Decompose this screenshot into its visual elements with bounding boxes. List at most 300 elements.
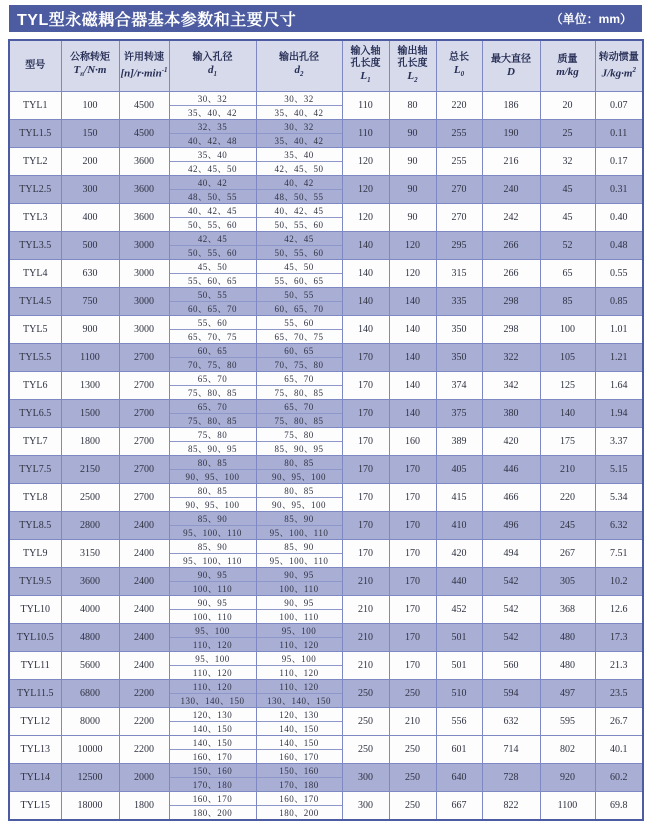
cell-L0: 389 [436, 427, 482, 455]
cell-model: TYL11 [9, 651, 61, 679]
cell-L2: 170 [389, 483, 436, 511]
cell-inertia: 40.1 [595, 735, 643, 763]
cell-speed: 2700 [119, 371, 169, 399]
d2-options-bottom: 50、55、60 [274, 219, 324, 230]
d1-options-top: 90、95 [170, 596, 256, 610]
cell-inertia: 0.55 [595, 259, 643, 287]
cell-torque: 2150 [61, 455, 119, 483]
d2-options-bottom: 170、180 [279, 779, 319, 790]
cell-model: TYL4.5 [9, 287, 61, 315]
cell-d1 [169, 91, 256, 119]
header-label: 输出轴 [397, 45, 428, 57]
cell-L1: 300 [342, 763, 389, 791]
cell-L2: 120 [389, 231, 436, 259]
cell-inertia: 0.17 [595, 147, 643, 175]
cell-inertia: 7.51 [595, 539, 643, 567]
cell-model: TYL6.5 [9, 399, 61, 427]
header-cell-model [9, 40, 61, 91]
cell-D: 266 [482, 259, 540, 287]
cell-model: TYL4 [9, 259, 61, 287]
cell-d1 [169, 763, 256, 791]
d1-options-bottom: 75、80、85 [187, 387, 237, 398]
cell-D: 342 [482, 371, 540, 399]
header-cell-inertia [595, 40, 643, 91]
cell-d2 [256, 287, 342, 315]
cell-L2: 250 [389, 791, 436, 820]
cell-D: 714 [482, 735, 540, 763]
header-label: 输入孔径 [192, 51, 233, 63]
cell-inertia: 3.37 [595, 427, 643, 455]
cell-mass: 497 [540, 679, 595, 707]
cell-model: TYL13 [9, 735, 61, 763]
cell-model: TYL1 [9, 91, 61, 119]
cell-L0: 270 [436, 175, 482, 203]
cell-L1: 110 [342, 91, 389, 119]
cell-L2: 170 [389, 623, 436, 651]
header-label: 质量 [557, 53, 578, 65]
cell-L1: 120 [342, 175, 389, 203]
cell-d2 [256, 91, 342, 119]
d1-options-bottom: 85、90、95 [187, 443, 237, 454]
page-title-bar [9, 5, 642, 32]
cell-D: 298 [482, 315, 540, 343]
d1-options-bottom: 35、40、42 [187, 107, 237, 118]
cell-mass: 920 [540, 763, 595, 791]
cell-d2 [256, 455, 342, 483]
cell-model: TYL9.5 [9, 567, 61, 595]
cell-mass: 267 [540, 539, 595, 567]
cell-torque: 150 [61, 119, 119, 147]
d2-options-bottom: 160、170 [279, 751, 319, 762]
cell-d1 [169, 483, 256, 511]
cell-L1: 210 [342, 623, 389, 651]
table-row [9, 427, 643, 455]
header-label: 许用转速 [124, 51, 164, 63]
cell-L1: 110 [342, 119, 389, 147]
cell-d1 [169, 175, 256, 203]
d2-options-bottom: 110、120 [279, 639, 319, 650]
d1-options-top: 85、90 [170, 540, 256, 554]
cell-L0: 420 [436, 539, 482, 567]
d1-options-bottom: 100、110 [192, 583, 233, 594]
header-label: 输入轴 [350, 45, 381, 57]
table-row [9, 119, 643, 147]
cell-L2: 140 [389, 399, 436, 427]
d1-options-bottom: 42、45、50 [187, 163, 237, 174]
cell-d1 [169, 203, 256, 231]
cell-L2: 170 [389, 511, 436, 539]
cell-L0: 350 [436, 343, 482, 371]
table-row [9, 707, 643, 735]
table-row [9, 91, 643, 119]
d2-options-bottom: 35、40、42 [274, 107, 324, 118]
cell-model: TYL2 [9, 147, 61, 175]
d1-options-top: 75、80 [170, 428, 256, 442]
header-label: 输出孔径 [279, 51, 319, 63]
table-row [9, 483, 643, 511]
cell-mass: 65 [540, 259, 595, 287]
cell-speed: 2000 [119, 763, 169, 791]
d1-options-top: 42、45 [170, 232, 256, 246]
header-cell-speed [119, 40, 169, 91]
cell-L2: 250 [389, 679, 436, 707]
cell-d2 [256, 539, 342, 567]
table-row [9, 567, 643, 595]
cell-d2 [256, 119, 342, 147]
cell-L0: 410 [436, 511, 482, 539]
cell-L0: 452 [436, 595, 482, 623]
header-symbol: $L_1$ [360, 69, 371, 84]
table-row [9, 315, 643, 343]
table-row [9, 399, 643, 427]
cell-L0: 315 [436, 259, 482, 287]
cell-d1 [169, 371, 256, 399]
cell-inertia: 10.2 [595, 567, 643, 595]
d2-options-bottom: 90、95、100 [271, 471, 326, 482]
cell-mass: 32 [540, 147, 595, 175]
cell-L1: 250 [342, 735, 389, 763]
d1-options-top: 95、100 [170, 624, 256, 638]
cell-L1: 140 [342, 259, 389, 287]
cell-model: TYL3.5 [9, 231, 61, 259]
table-row [9, 175, 643, 203]
cell-D: 728 [482, 763, 540, 791]
cell-L0: 510 [436, 679, 482, 707]
cell-mass: 105 [540, 343, 595, 371]
cell-torque: 1300 [61, 371, 119, 399]
cell-d2 [256, 427, 342, 455]
d2-options-top: 120、130 [257, 708, 342, 722]
d1-options-bottom: 40、42、48 [187, 135, 237, 146]
cell-L1: 170 [342, 539, 389, 567]
d1-options-top: 110、120 [170, 680, 256, 694]
cell-mass: 45 [540, 203, 595, 231]
cell-speed: 2400 [119, 651, 169, 679]
cell-L2: 250 [389, 735, 436, 763]
cell-D: 240 [482, 175, 540, 203]
cell-L2: 90 [389, 203, 436, 231]
cell-mass: 140 [540, 399, 595, 427]
d2-options-top: 110、120 [257, 680, 342, 694]
d1-options-bottom: 95、100、110 [183, 527, 242, 538]
cell-d2 [256, 203, 342, 231]
d1-options-bottom: 48、50、55 [187, 191, 237, 202]
cell-D: 466 [482, 483, 540, 511]
d2-options-top: 65、70 [257, 372, 342, 386]
d2-options-top: 30、32 [257, 120, 342, 134]
cell-L0: 270 [436, 203, 482, 231]
cell-L1: 170 [342, 455, 389, 483]
cell-mass: 595 [540, 707, 595, 735]
d2-options-top: 90、95 [257, 596, 342, 610]
cell-speed: 3000 [119, 287, 169, 315]
cell-D: 322 [482, 343, 540, 371]
header-symbol: m/kg [556, 65, 579, 78]
cell-torque: 1500 [61, 399, 119, 427]
d1-options-top: 45、50 [170, 260, 256, 274]
page-title: TYL型永磁耦合器基本参数和主要尺寸 [17, 12, 297, 29]
d2-options-bottom: 75、80、85 [274, 415, 324, 426]
d2-options-bottom: 85、90、95 [274, 443, 324, 454]
d1-options-top: 40、42、45 [170, 204, 256, 218]
cell-mass: 125 [540, 371, 595, 399]
cell-speed: 2700 [119, 455, 169, 483]
cell-mass: 25 [540, 119, 595, 147]
table-row [9, 763, 643, 791]
header-cell-L0 [436, 40, 482, 91]
header-cell-d1 [169, 40, 256, 91]
cell-L0: 255 [436, 119, 482, 147]
d2-options-bottom: 100、110 [279, 583, 319, 594]
cell-d1 [169, 231, 256, 259]
cell-d1 [169, 651, 256, 679]
cell-L2: 140 [389, 371, 436, 399]
cell-d2 [256, 343, 342, 371]
cell-speed: 3000 [119, 259, 169, 287]
cell-L2: 120 [389, 259, 436, 287]
cell-model: TYL9 [9, 539, 61, 567]
cell-inertia: 23.5 [595, 679, 643, 707]
d1-options-bottom: 170、180 [192, 779, 233, 790]
d1-options-top: 35、40 [170, 148, 256, 162]
cell-speed: 2400 [119, 511, 169, 539]
cell-mass: 220 [540, 483, 595, 511]
cell-inertia: 26.7 [595, 707, 643, 735]
cell-L2: 140 [389, 287, 436, 315]
header-cell-mass [540, 40, 595, 91]
cell-d1 [169, 707, 256, 735]
cell-d1 [169, 287, 256, 315]
cell-model: TYL7 [9, 427, 61, 455]
cell-mass: 45 [540, 175, 595, 203]
cell-torque: 4000 [61, 595, 119, 623]
d2-options-top: 65、70 [257, 400, 342, 414]
cell-d2 [256, 511, 342, 539]
cell-d2 [256, 371, 342, 399]
header-cell-d2 [256, 40, 342, 91]
d2-options-top: 80、85 [257, 484, 342, 498]
cell-d2 [256, 623, 342, 651]
cell-D: 216 [482, 147, 540, 175]
cell-D: 496 [482, 511, 540, 539]
cell-torque: 8000 [61, 707, 119, 735]
cell-model: TYL5.5 [9, 343, 61, 371]
cell-inertia: 17.3 [595, 623, 643, 651]
cell-torque: 750 [61, 287, 119, 315]
cell-D: 186 [482, 91, 540, 119]
cell-speed: 2400 [119, 595, 169, 623]
d1-options-bottom: 110、120 [192, 639, 233, 650]
cell-L1: 210 [342, 567, 389, 595]
d1-options-top: 80、85 [170, 484, 256, 498]
d2-options-top: 140、150 [257, 736, 342, 750]
cell-speed: 3600 [119, 175, 169, 203]
cell-L2: 210 [389, 707, 436, 735]
cell-L2: 140 [389, 343, 436, 371]
cell-inertia: 1.94 [595, 399, 643, 427]
d1-options-top: 65、70 [170, 372, 256, 386]
cell-L2: 170 [389, 651, 436, 679]
d2-options-top: 80、85 [257, 456, 342, 470]
d1-options-top: 150、160 [170, 764, 256, 778]
cell-d2 [256, 791, 342, 820]
d2-options-top: 45、50 [257, 260, 342, 274]
cell-torque: 18000 [61, 791, 119, 820]
d1-options-bottom: 130、140、150 [180, 695, 245, 706]
cell-d2 [256, 567, 342, 595]
cell-model: TYL6 [9, 371, 61, 399]
d2-options-top: 42、45 [257, 232, 342, 246]
cell-L2: 170 [389, 567, 436, 595]
cell-L0: 601 [436, 735, 482, 763]
d2-options-bottom: 48、50、55 [274, 191, 324, 202]
d2-options-top: 40、42、45 [257, 204, 342, 218]
d2-options-top: 85、90 [257, 540, 342, 554]
d1-options-top: 80、85 [170, 456, 256, 470]
d2-options-bottom: 90、95、100 [271, 499, 326, 510]
table-row [9, 287, 643, 315]
header-label: 孔长度 [397, 57, 428, 69]
d2-options-bottom: 100、110 [279, 611, 319, 622]
d2-options-top: 90、95 [257, 568, 342, 582]
d1-options-bottom: 90、95、100 [185, 499, 240, 510]
cell-mass: 802 [540, 735, 595, 763]
unit-label: （单位：mm） [550, 12, 632, 26]
d1-options-top: 32、35 [170, 120, 256, 134]
cell-speed: 3600 [119, 147, 169, 175]
cell-L2: 140 [389, 315, 436, 343]
d2-options-bottom: 42、45、50 [274, 163, 324, 174]
cell-d2 [256, 651, 342, 679]
cell-inertia: 69.8 [595, 791, 643, 820]
cell-D: 494 [482, 539, 540, 567]
cell-model: TYL1.5 [9, 119, 61, 147]
cell-D: 542 [482, 595, 540, 623]
table-row [9, 455, 643, 483]
header-symbol: $T_n/N\cdot m$ [73, 63, 107, 78]
d1-options-bottom: 50、55、60 [187, 247, 237, 258]
header-cell-D [482, 40, 540, 91]
cell-speed: 2700 [119, 427, 169, 455]
cell-model: TYL7.5 [9, 455, 61, 483]
header-label: 总长 [449, 51, 469, 63]
cell-speed: 1800 [119, 791, 169, 820]
cell-D: 446 [482, 455, 540, 483]
d2-options-top: 60、65 [257, 344, 342, 358]
cell-inertia: 5.34 [595, 483, 643, 511]
table-row [9, 231, 643, 259]
d1-options-bottom: 65、70、75 [187, 331, 237, 342]
table-row [9, 539, 643, 567]
cell-inertia: 60.2 [595, 763, 643, 791]
d1-options-top: 120、130 [170, 708, 256, 722]
cell-L0: 350 [436, 315, 482, 343]
cell-d1 [169, 119, 256, 147]
d1-options-top: 30、32 [170, 92, 256, 106]
d1-options-top: 95、100 [170, 652, 256, 666]
cell-model: TYL2.5 [9, 175, 61, 203]
d1-options-bottom: 60、65、70 [187, 303, 237, 314]
cell-D: 632 [482, 707, 540, 735]
cell-inertia: 6.32 [595, 511, 643, 539]
cell-D: 822 [482, 791, 540, 820]
cell-L1: 140 [342, 231, 389, 259]
d1-options-top: 90、95 [170, 568, 256, 582]
cell-L1: 250 [342, 679, 389, 707]
table-row [9, 147, 643, 175]
d2-options-bottom: 140、150 [279, 723, 319, 734]
cell-L2: 90 [389, 119, 436, 147]
cell-d2 [256, 231, 342, 259]
d1-options-bottom: 75、80、85 [187, 415, 237, 426]
cell-speed: 2200 [119, 679, 169, 707]
spec-table [8, 39, 644, 821]
cell-model: TYL10 [9, 595, 61, 623]
cell-L2: 90 [389, 147, 436, 175]
cell-L2: 170 [389, 539, 436, 567]
d2-options-bottom: 130、140、150 [266, 695, 331, 706]
table-row [9, 595, 643, 623]
cell-speed: 2200 [119, 707, 169, 735]
d2-options-bottom: 95、100、110 [269, 555, 329, 566]
table-row [9, 679, 643, 707]
cell-inertia: 0.11 [595, 119, 643, 147]
cell-D: 560 [482, 651, 540, 679]
cell-L0: 220 [436, 91, 482, 119]
d2-options-top: 150、160 [257, 764, 342, 778]
header-label: 型号 [25, 59, 46, 71]
cell-d1 [169, 427, 256, 455]
cell-d1 [169, 595, 256, 623]
header-symbol: $L_0$ [453, 63, 465, 78]
cell-d1 [169, 455, 256, 483]
cell-torque: 5600 [61, 651, 119, 679]
cell-model: TYL14 [9, 763, 61, 791]
cell-d2 [256, 399, 342, 427]
table-row [9, 259, 643, 287]
spec-table-body [9, 91, 643, 820]
header-symbol: $d_2$ [294, 63, 304, 78]
cell-D: 266 [482, 231, 540, 259]
d2-options-bottom: 65、70、75 [274, 331, 324, 342]
cell-L1: 210 [342, 651, 389, 679]
cell-torque: 630 [61, 259, 119, 287]
d2-options-bottom: 35、40、42 [274, 135, 324, 146]
d1-options-bottom: 50、55、60 [187, 219, 237, 230]
cell-L1: 120 [342, 147, 389, 175]
cell-L1: 170 [342, 343, 389, 371]
d1-options-top: 50、55 [170, 288, 256, 302]
cell-D: 594 [482, 679, 540, 707]
cell-speed: 2400 [119, 539, 169, 567]
d2-options-bottom: 95、100、110 [269, 527, 329, 538]
cell-D: 420 [482, 427, 540, 455]
cell-model: TYL8 [9, 483, 61, 511]
cell-torque: 1800 [61, 427, 119, 455]
cell-mass: 368 [540, 595, 595, 623]
cell-model: TYL11.5 [9, 679, 61, 707]
d1-options-top: 40、42 [170, 176, 256, 190]
cell-L0: 640 [436, 763, 482, 791]
cell-speed: 2200 [119, 735, 169, 763]
d2-options-top: 30、32 [257, 92, 342, 106]
cell-speed: 2700 [119, 343, 169, 371]
cell-torque: 2500 [61, 483, 119, 511]
cell-speed: 2400 [119, 567, 169, 595]
cell-L0: 405 [436, 455, 482, 483]
cell-d1 [169, 735, 256, 763]
cell-speed: 2400 [119, 623, 169, 651]
